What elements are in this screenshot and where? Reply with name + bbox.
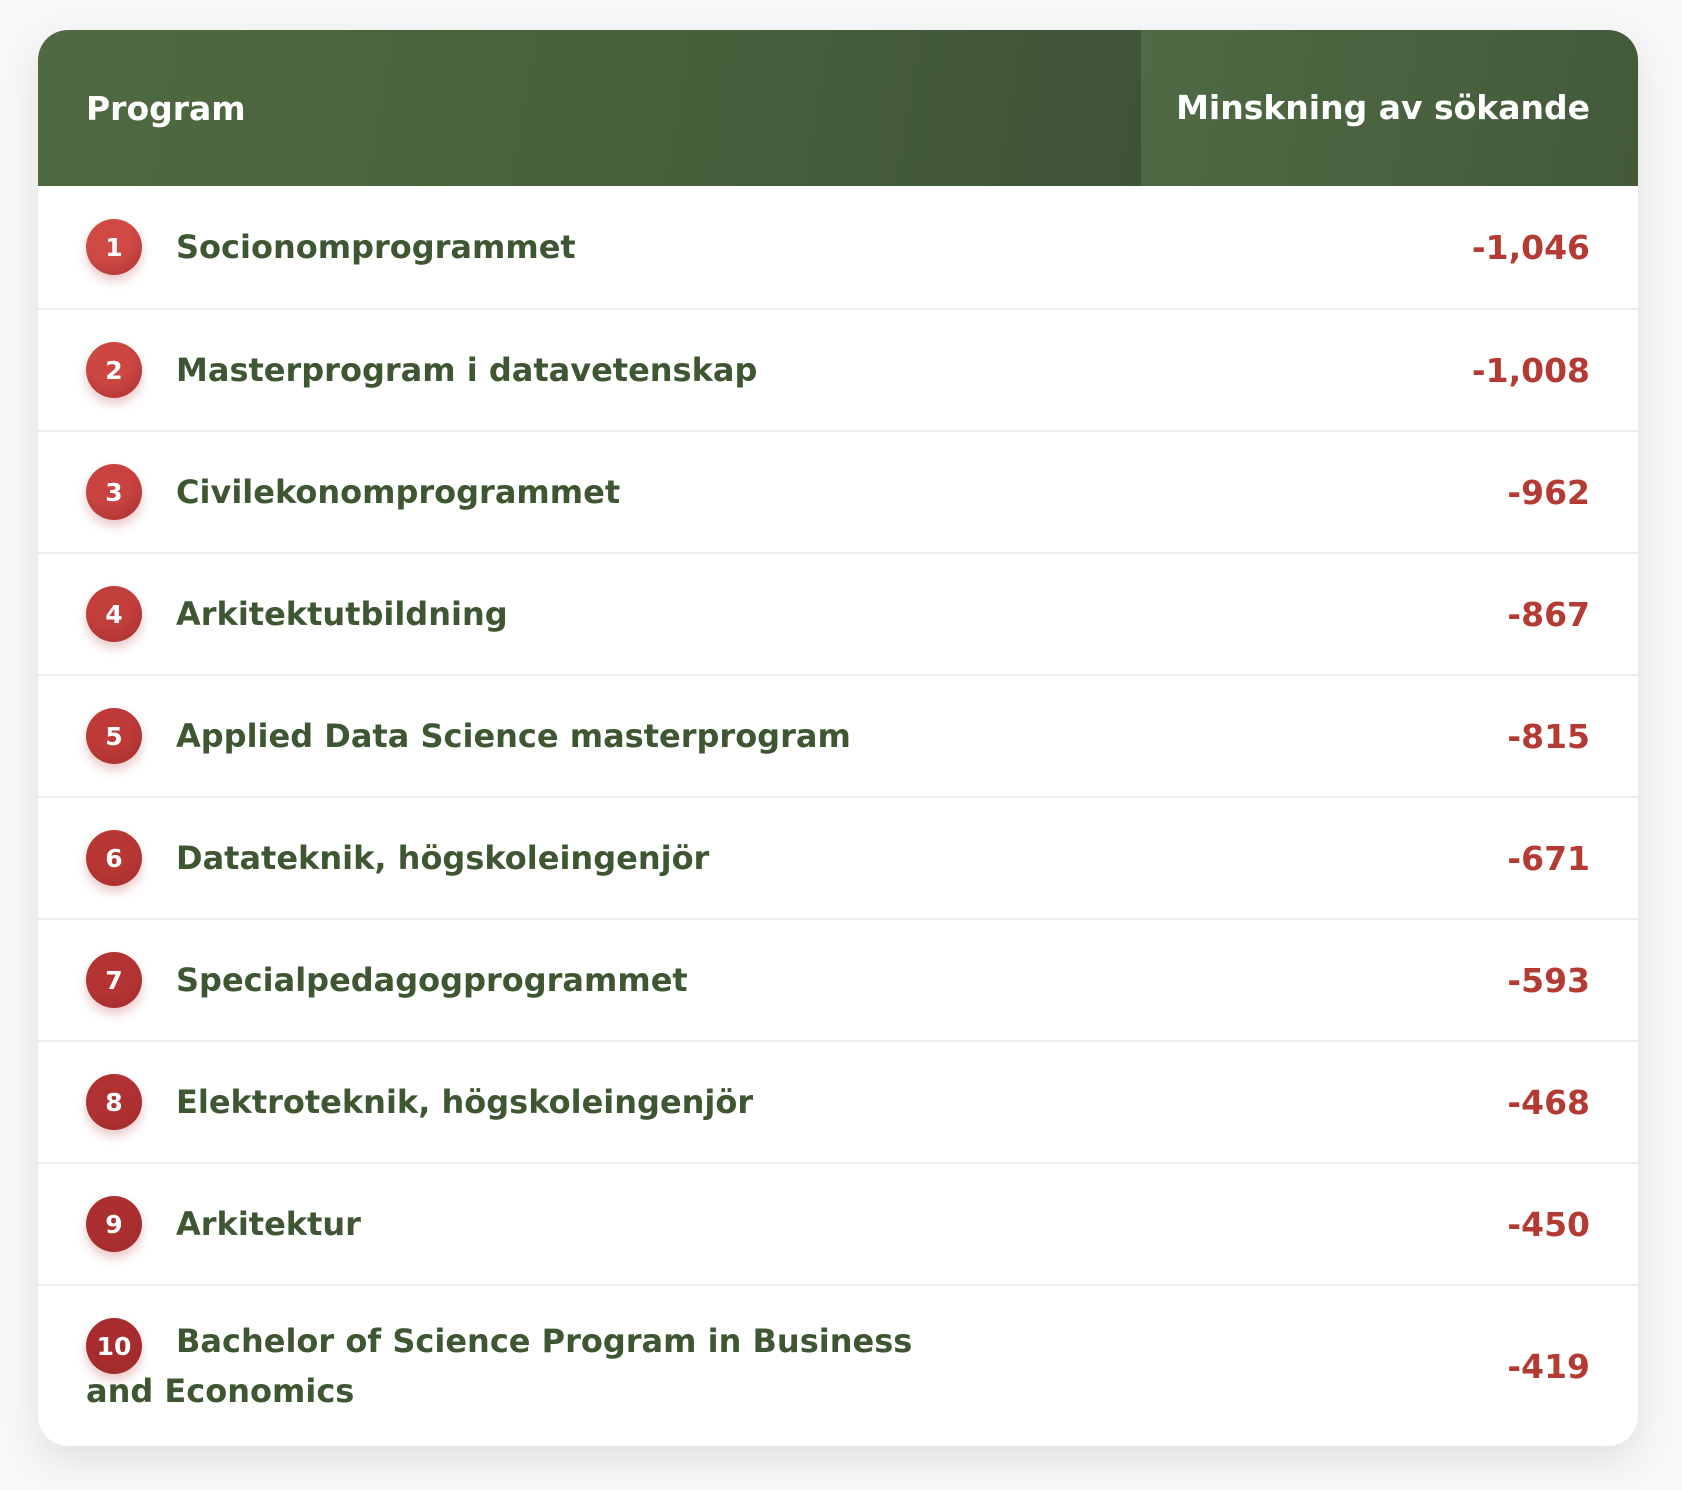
decrease-value: -419 bbox=[1507, 1346, 1590, 1386]
program-name: Specialpedagogprogrammet bbox=[176, 961, 688, 999]
program-name: Socionomprogrammet bbox=[176, 228, 576, 266]
rank-badge: 6 bbox=[86, 830, 142, 886]
rank-badge: 9 bbox=[86, 1196, 142, 1252]
table-row bbox=[38, 552, 1638, 674]
table-row bbox=[38, 186, 1638, 308]
rank-badge: 2 bbox=[86, 342, 142, 398]
rank-badge: 7 bbox=[86, 952, 142, 1008]
table-row bbox=[38, 308, 1638, 430]
program-name: Applied Data Science masterprogram bbox=[176, 717, 851, 755]
column-header-decrease: Minskning av sökande bbox=[1141, 30, 1638, 186]
decrease-value: -450 bbox=[1507, 1204, 1590, 1244]
table-row bbox=[38, 1284, 1638, 1446]
program-name: Arkitektutbildning bbox=[176, 595, 508, 633]
column-header-program: Program bbox=[38, 30, 1141, 186]
table-row bbox=[38, 674, 1638, 796]
decrease-value: -867 bbox=[1507, 594, 1590, 634]
table-row bbox=[38, 918, 1638, 1040]
program-name: Masterprogram i datavetenskap bbox=[176, 351, 758, 389]
program-name: Elektroteknik, högskoleingenjör bbox=[176, 1083, 754, 1121]
decrease-value: -593 bbox=[1507, 960, 1590, 1000]
rank-badge: 1 bbox=[86, 219, 142, 275]
program-name: Arkitektur bbox=[176, 1205, 361, 1243]
table-row bbox=[38, 1162, 1638, 1284]
decrease-value: -1,008 bbox=[1471, 350, 1590, 390]
rank-badge: 5 bbox=[86, 708, 142, 764]
decrease-value: -468 bbox=[1507, 1082, 1590, 1122]
decrease-value: -1,046 bbox=[1471, 227, 1590, 267]
rank-badge: 4 bbox=[86, 586, 142, 642]
rank-badge: 10 bbox=[86, 1318, 142, 1374]
rank-badge: 8 bbox=[86, 1074, 142, 1130]
table-row bbox=[38, 430, 1638, 552]
table-header bbox=[38, 30, 1638, 186]
table-row bbox=[38, 796, 1638, 918]
program-name: Bachelor of Science Program in Business and Economics bbox=[86, 1322, 913, 1410]
rank-badge: 3 bbox=[86, 464, 142, 520]
table-body bbox=[38, 186, 1638, 1446]
ranking-table bbox=[38, 30, 1638, 1446]
program-name: Civilekonomprogrammet bbox=[176, 473, 621, 511]
decrease-value: -815 bbox=[1507, 716, 1590, 756]
table-row bbox=[38, 1040, 1638, 1162]
program-name: Datateknik, högskoleingenjör bbox=[176, 839, 710, 877]
decrease-value: -671 bbox=[1507, 838, 1590, 878]
decrease-value: -962 bbox=[1507, 472, 1590, 512]
